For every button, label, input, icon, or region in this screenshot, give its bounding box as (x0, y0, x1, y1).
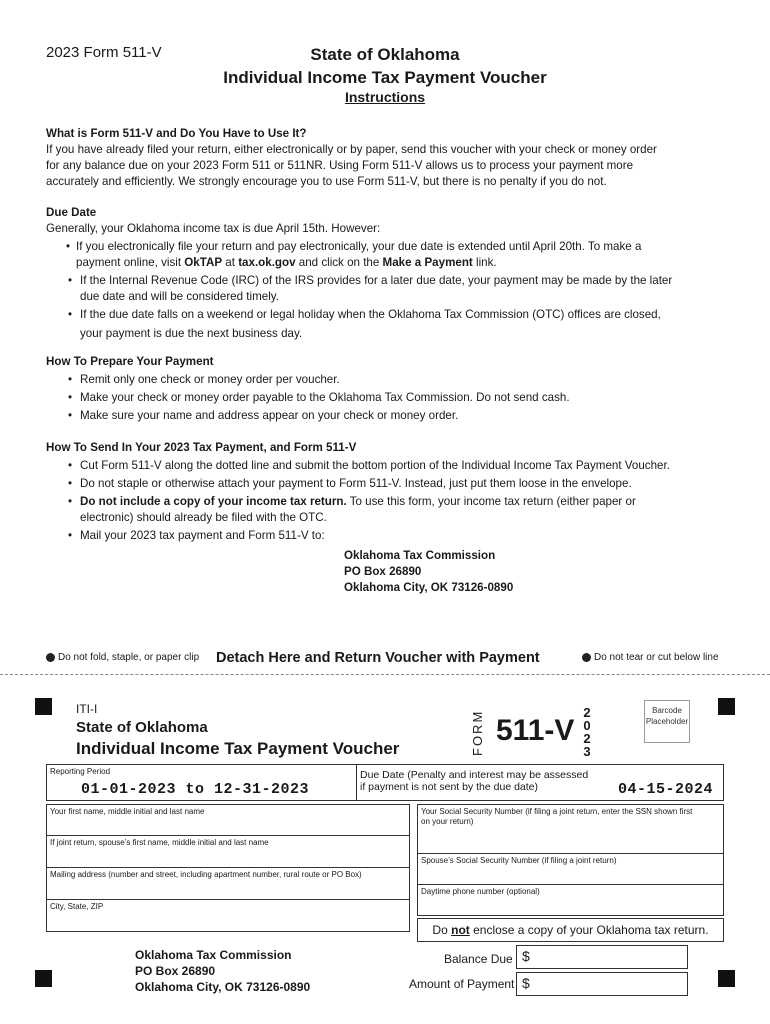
spouse-name-field[interactable] (46, 836, 410, 868)
address-line: Oklahoma Tax Commission (344, 549, 496, 562)
dollar-sign: $ (522, 975, 530, 991)
page-title: State of Oklahoma (310, 45, 460, 64)
what-heading: What is Form 511-V and Do You Have to Use It? (46, 127, 307, 140)
due-intro: Generally, your Oklahoma income tax is due April 15th. However: (46, 222, 381, 235)
due-bullet-2-line2: due date and will be considered timely. (80, 290, 279, 303)
send-bullet-3 (46, 494, 736, 526)
address-line: Oklahoma City, OK 73126-0890 (344, 581, 514, 594)
first-name-field[interactable] (46, 804, 410, 836)
bullet-dot-icon (46, 653, 55, 662)
due-bullet-3-line: • If the due date falls on a weekend or legal holiday when the Oklahoma Tax Commission (OTC) offices are closed, (80, 308, 661, 321)
send-section (46, 440, 736, 544)
due-section (46, 205, 736, 342)
reporting-period-box (46, 764, 356, 801)
due-bullet-1-line2: payment online, visit OkTAP at tax.ok.gov and click on the Make a Payment link. (76, 256, 497, 269)
voucher-state: State of Oklahoma (76, 719, 208, 736)
send-bullet-1: • Cut Form 511-V along the dotted line and submit the bottom portion of the Individual Income Tax Payment Voucher. (46, 458, 736, 474)
ssn-field[interactable] (417, 804, 724, 854)
tax-site-link: tax.ok.gov (238, 256, 296, 269)
due-bullet-1 (46, 239, 736, 271)
what-line: accurately and efficiently. We strongly encourage you to use Form 511-V, but there is no penalty if you do not. (46, 175, 607, 188)
due-bullet-2 (46, 273, 736, 305)
city-state-zip-label: City, State, ZIP (50, 902, 104, 911)
instructions-heading: Instructions (344, 89, 426, 105)
page-subtitle: Individual Income Tax Payment Voucher (223, 68, 547, 87)
what-line: for any balance due on your 2023 Form 511 or 511NR. Using Form 511-V allows us to process your payment more (46, 159, 634, 172)
phone-field[interactable] (417, 884, 724, 916)
no-tear-note: Do not tear or cut below line (582, 652, 719, 663)
ssn-label: Your Social Security Number (if filing a joint return, enter the SSN shown first on your return) (421, 807, 693, 826)
mailing-address-field[interactable] (46, 868, 410, 900)
prepare-bullet: • Make sure your name and address appear on your check or money order. (46, 408, 736, 424)
registration-mark (35, 698, 52, 715)
phone-label: Daytime phone number (optional) (421, 887, 540, 896)
due-bullet-2-line: • If the Internal Revenue Code (IRC) of the IRS provides for a later due date, your payment may be made by the later (80, 274, 673, 287)
mailing-address (344, 548, 513, 596)
prepare-section (46, 354, 736, 424)
form-label: FORM (470, 709, 485, 756)
mailing-address-label: Mailing address (number and street, including apartment number, rural route or PO Box) (50, 870, 362, 879)
spouse-ssn-label: Spouse’s Social Security Number (if filing a joint return) (421, 856, 617, 865)
no-fold-note: Do not fold, staple, or paper clip (46, 652, 199, 663)
reporting-period-value: 01-01-2023 to 12-31-2023 (81, 781, 310, 798)
send-bullet-4: • Mail your 2023 tax payment and Form 511-V to: (46, 528, 736, 544)
balance-due-field[interactable] (516, 945, 688, 969)
send-bullet-3-line: • Do not include a copy of your income tax return. To use this form, your income tax return (either paper or (80, 495, 636, 508)
address-line: Oklahoma City, OK 73126-0890 (135, 980, 311, 994)
send-bullet-3-line2: electronic) should already be filed with the OTC. (80, 511, 327, 524)
due-bullet-3 (46, 307, 736, 342)
amount-of-payment-label: Amount of Payment (409, 977, 515, 991)
voucher-code: ITI-I (76, 702, 98, 716)
due-bullet-3-line2: your payment is due the next business day. (80, 327, 303, 340)
registration-mark (718, 698, 735, 715)
voucher-title: Individual Income Tax Payment Voucher (76, 739, 400, 758)
address-line: PO Box 26890 (344, 565, 422, 578)
due-heading: Due Date (46, 206, 97, 219)
amount-of-payment-field[interactable] (516, 972, 688, 996)
send-heading: How To Send In Your 2023 Tax Payment, and Form 511-V (46, 441, 357, 454)
due-date-box (356, 764, 724, 801)
send-bullet-2: • Do not staple or otherwise attach your payment to Form 511-V. Instead, just put them loose in the envelope. (46, 476, 736, 492)
prepare-heading: How To Prepare Your Payment (46, 355, 214, 368)
no-return-notice: Do not enclose a copy of your Oklahoma tax return. (417, 918, 724, 942)
balance-due-label: Balance Due (444, 952, 513, 966)
dollar-sign: $ (522, 948, 530, 964)
bullet-dot-icon (582, 653, 591, 662)
form-number: 511-V (496, 714, 575, 747)
first-name-label: Your first name, middle initial and last name (50, 807, 205, 816)
due-bullet-1-line: • If you electronically file your return and pay electronically, your due date is extended until April 20th. To make a (76, 240, 642, 253)
detach-label: Detach Here and Return Voucher with Payment (216, 650, 540, 666)
form-year: 2 0 2 3 (583, 705, 591, 759)
reporting-period-label: Reporting Period (50, 767, 111, 776)
prepare-bullet: • Make your check or money order payable to the Oklahoma Tax Commission. Do not send cash. (46, 390, 736, 406)
city-state-zip-field[interactable] (46, 900, 410, 932)
barcode-placeholder: Barcode Placeholder (644, 700, 690, 743)
spouse-ssn-field[interactable] (417, 853, 724, 885)
make-payment-link: Make a Payment (382, 256, 473, 269)
form-id: 2023 Form 511-V (46, 44, 162, 61)
oktap-link: OkTAP (184, 256, 223, 269)
what-line: If you have already filed your return, either electronically or by paper, send this voucher with your check or money order (46, 143, 657, 156)
what-section (46, 126, 736, 190)
due-date-label: Due Date (Penalty and interest may be assessed if payment is not sent by the due date) (360, 769, 589, 793)
registration-mark (718, 970, 735, 987)
address-line: Oklahoma Tax Commission (135, 948, 292, 962)
address-line: PO Box 26890 (135, 964, 216, 978)
spouse-name-label: If joint return, spouse’s first name, middle initial and last name (50, 838, 269, 847)
due-date-value: 04-15-2024 (617, 781, 713, 798)
registration-mark (35, 970, 52, 987)
voucher-address (135, 947, 310, 995)
prepare-bullet: • Remit only one check or money order per voucher. (46, 372, 736, 388)
cut-line[interactable] (0, 674, 770, 675)
